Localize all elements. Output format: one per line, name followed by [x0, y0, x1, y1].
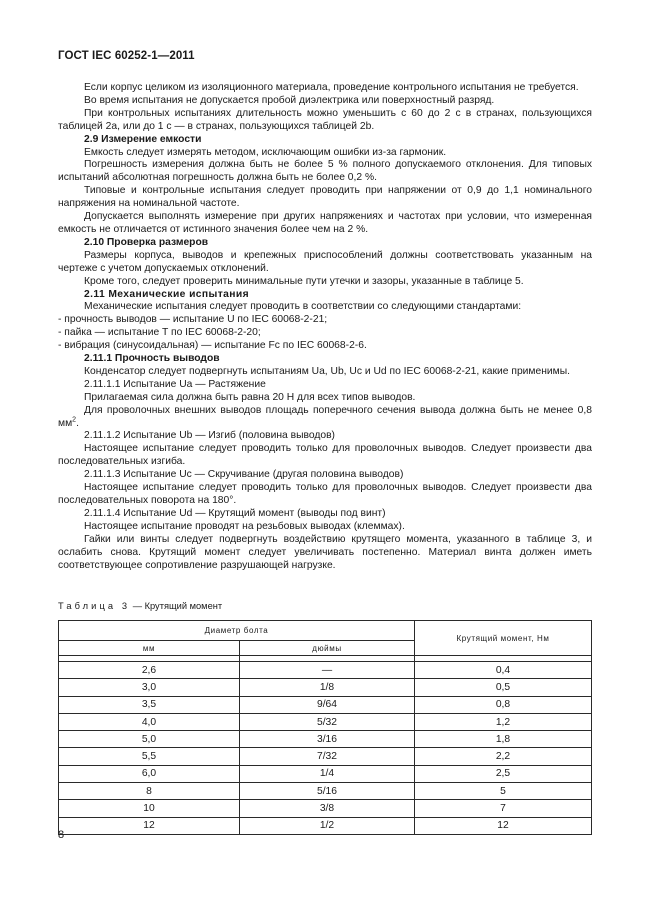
- table-caption: [58, 601, 222, 611]
- cell-inches: 7/32: [240, 748, 415, 765]
- cell-mm: 4,0: [59, 713, 240, 730]
- torque-table: [58, 620, 592, 835]
- paragraph: Прилагаемая сила должна быть равна 20 Н для всех типов выводов.: [84, 391, 416, 403]
- cell-torque: 2,5: [415, 765, 592, 782]
- paragraph: [58, 405, 592, 431]
- column-header-torque: Крутящий момент, Нм: [415, 621, 592, 656]
- subsection-heading: 2.11.1.1 Испытание Ua — Растяжение: [84, 378, 266, 390]
- cell-torque: 5: [415, 783, 592, 800]
- table-row: [59, 765, 592, 782]
- paragraph: Погрешность измерения должна быть не более 5 % полного допускаемого отклонения. Для типовых испытаний абсолютная погрешность должна быть не более 0,2 %.: [58, 159, 592, 184]
- cell-mm: 6,0: [59, 765, 240, 782]
- cell-torque: 1,8: [415, 731, 592, 748]
- cell-inches: 3/16: [240, 731, 415, 748]
- paragraph: Если корпус целиком из изоляционного материала, проведение контрольного испытания не требуется.: [84, 82, 579, 93]
- cell-torque: 7: [415, 800, 592, 817]
- table-row: [59, 783, 592, 800]
- cell-mm: 3,0: [59, 679, 240, 696]
- paragraph: Настоящее испытание следует проводить только для проволочных выводов. Следует произвести два последовательных изгиба.: [58, 443, 592, 468]
- cell-torque: 1,2: [415, 713, 592, 730]
- cell-inches: 1/8: [240, 679, 415, 696]
- paragraph: При контрольных испытаниях длительность можно уменьшить с 60 до 2 с в странах, пользующихся таблицей 2a, или до 1 с — в странах, пользующихся таблицей 2b.: [58, 107, 592, 132]
- cell-mm: 8: [59, 783, 240, 800]
- paragraph: Конденсатор следует подвергнуть испытаниям Ua, Ub, Uc и Ud по IEC 60068-2-21, какие применимы.: [84, 365, 571, 377]
- cell-inches: —: [240, 662, 415, 679]
- page-number: 8: [58, 829, 65, 841]
- cell-mm: 12: [59, 817, 240, 834]
- cell-inches: 3/8: [240, 800, 415, 817]
- table-row: [59, 748, 592, 765]
- cell-mm: 3,5: [59, 696, 240, 713]
- document-header: ГОСТ IEC 60252-1—2011: [58, 50, 195, 62]
- paragraph-text: Для проволочных внешних выводов площадь поперечного сечения вывода должна быть не менее 0,8 мм: [58, 404, 592, 429]
- paragraph: Гайки или винты следует подвергнуть воздействию крутящего момента, указанного в таблице 3, и ослабить снова. Крутящий момент следует увеличивать постепенно. Материал винта должен иметь соответствующее сопротивление разрушающей нагрузке.: [58, 533, 592, 571]
- table-row: [59, 731, 592, 748]
- paragraph: Типовые и контрольные испытания следует проводить при напряжении от 0,9 до 1,1 номинального напряжения на номинальной частоте.: [58, 185, 592, 210]
- list-item: - пайка — испытание T по IEC 60068-2-20;: [58, 327, 261, 339]
- paragraph: Во время испытания не допускается пробой диэлектрика или поверхностный разряд.: [84, 94, 495, 106]
- cell-mm: 5,0: [59, 731, 240, 748]
- cell-torque: 0,5: [415, 679, 592, 696]
- paragraph: Допускается выполнять измерение при других напряжениях и частотах при условии, что измеренная емкость не отличается от истинного значения более чем на 2 %.: [58, 211, 592, 235]
- paragraph: Настоящее испытание следует проводить только для проволочных выводов. Следует произвести два последовательных поворота на 180°.: [58, 482, 592, 506]
- paragraph: Емкость следует измерять методом, исключающим ошибки из-за гармоник.: [84, 146, 447, 158]
- subsection-heading: 2.11.1.4 Испытание Ud — Крутящий момент (выводы под винт): [84, 507, 386, 519]
- section-heading-2-11: 2.11 Механические испытания: [84, 288, 250, 300]
- cell-inches: 5/16: [240, 783, 415, 800]
- cell-inches: 1/4: [240, 765, 415, 782]
- paragraph: Механические испытания следует проводить в соответствии со следующими стандартами:: [84, 301, 522, 313]
- column-header-mm: мм: [59, 641, 240, 656]
- list-item: - вибрация (синусоидальная) — испытание Fc по IEC 60068-2-6.: [58, 340, 367, 352]
- table-row: [59, 817, 592, 834]
- paragraph: Настоящее испытание проводят на резьбовых выводах (клеммах).: [84, 520, 405, 532]
- column-group-bolt-diameter: Диаметр болта: [59, 621, 415, 641]
- section-heading-2-9: 2.9 Измерение емкости: [84, 133, 202, 145]
- subsection-heading: 2.11.1.3 Испытание Uc — Скручивание (другая половина выводов): [84, 469, 404, 481]
- cell-inches: 1/2: [240, 817, 415, 834]
- cell-mm: 10: [59, 800, 240, 817]
- paragraph: Кроме того, следует проверить минимальные пути утечки и зазоры, указанные в таблице 5.: [84, 275, 524, 287]
- document-body: [58, 82, 592, 572]
- paragraph-end: .: [76, 417, 79, 429]
- table-row: [59, 662, 592, 679]
- table-row: [59, 679, 592, 696]
- paragraph: Размеры корпуса, выводов и крепежных приспособлений должны соответствовать указанным на чертеже с учетом допускаемых отклонений.: [58, 249, 592, 274]
- table-caption-label: Таблица 3: [58, 601, 131, 611]
- cell-torque: 0,8: [415, 696, 592, 713]
- table-row: [59, 800, 592, 817]
- table-caption-title: — Крутящий момент: [130, 601, 223, 611]
- list-item: - прочность выводов — испытание U по IEC 60068-2-21;: [58, 314, 328, 326]
- section-heading-2-11-1: 2.11.1 Прочность выводов: [84, 353, 220, 365]
- cell-torque: 12: [415, 817, 592, 834]
- column-header-inches: дюймы: [240, 641, 415, 656]
- table-row: [59, 696, 592, 713]
- cell-torque: 2,2: [415, 748, 592, 765]
- superscript: 2: [72, 416, 77, 424]
- cell-inches: 5/32: [240, 713, 415, 730]
- section-heading-2-10: 2.10 Проверка размеров: [84, 236, 209, 248]
- cell-mm: 2,6: [59, 662, 240, 679]
- cell-torque: 0,4: [415, 662, 592, 679]
- table-row: [59, 713, 592, 730]
- cell-mm: 5,5: [59, 748, 240, 765]
- subsection-heading: 2.11.1.2 Испытание Ub — Изгиб (половина выводов): [84, 430, 335, 442]
- cell-inches: 9/64: [240, 696, 415, 713]
